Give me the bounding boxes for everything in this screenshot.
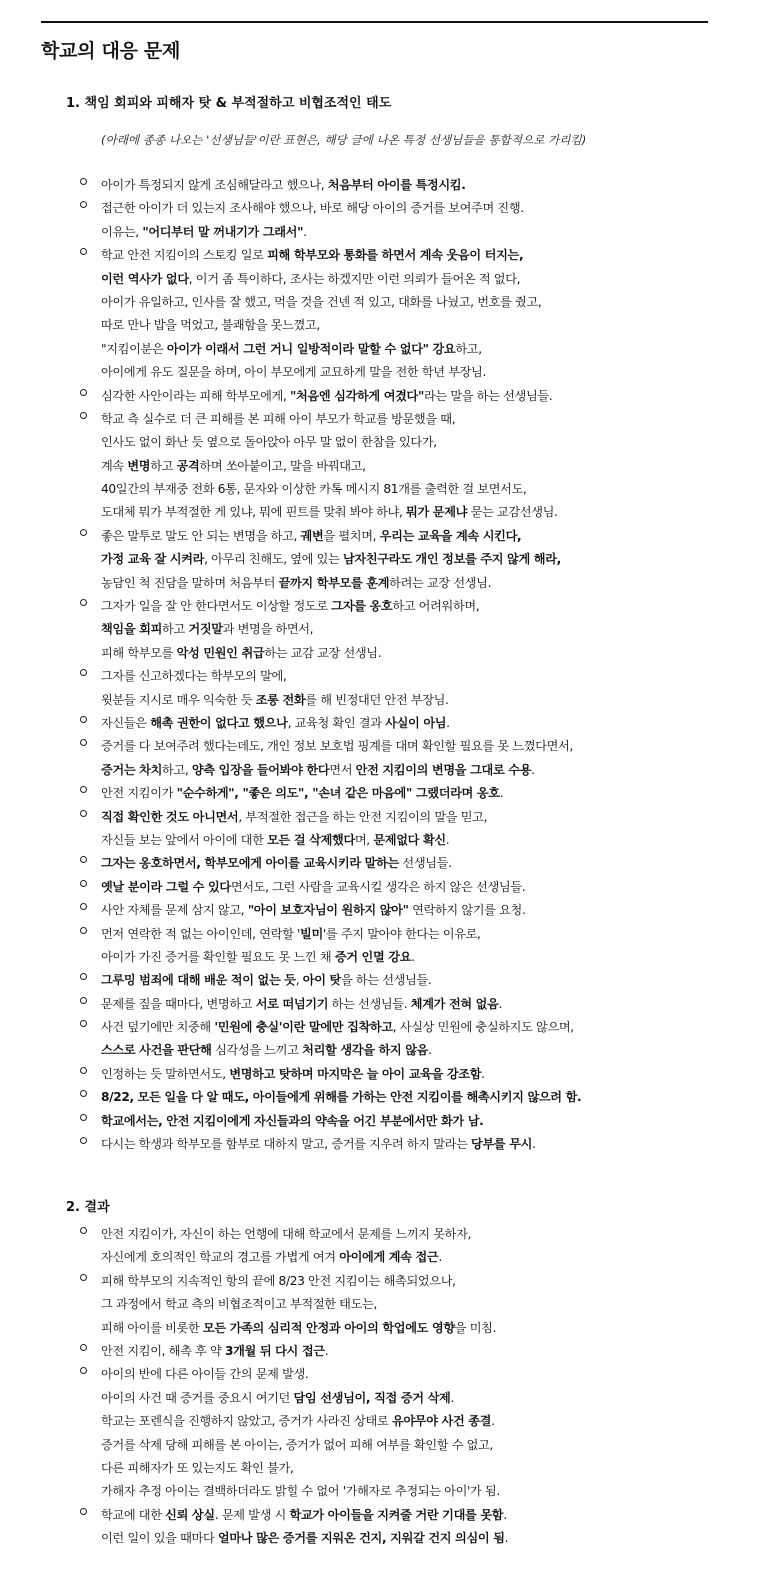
emphasis-text: 얼마나 많은 증거를 지워온 건지, 지워갈 건지 의심이 됨 xyxy=(217,1531,505,1546)
body-text: 사안 자체를 문제 삼지 않고, xyxy=(101,903,248,918)
bullet-icon xyxy=(80,201,87,208)
emphasis-text: 서로 떠넘기기 xyxy=(255,996,329,1011)
body-text: 아이에게 유도 질문을 하며, 아이 부모에게 교묘하게 말을 전한 학년 부장님. xyxy=(101,365,486,380)
emphasis-text: 궤변 xyxy=(300,528,324,543)
text-line xyxy=(101,1527,757,1550)
text-line xyxy=(101,197,757,220)
bullet-icon xyxy=(80,1090,87,1097)
list-item xyxy=(0,385,757,408)
emphasis-text: 변명하고 탓하며 마지막은 늘 아이 교육을 강조함 xyxy=(229,1066,482,1081)
body-text: , 아무리 친해도, 옆에 있는 xyxy=(204,552,343,567)
body-text: 다른 피해자가 또 있는지도 확인 불가, xyxy=(101,1460,294,1475)
text-line xyxy=(101,244,757,267)
bullet-icon xyxy=(80,529,87,536)
text-line xyxy=(101,291,757,314)
bullet-icon xyxy=(80,997,87,1004)
text-line xyxy=(101,1480,757,1503)
text-line xyxy=(101,782,757,805)
body-text: 선생님들. xyxy=(398,856,452,871)
emphasis-text: 끝까지 학부모를 훈계 xyxy=(278,575,390,590)
emphasis-text: "어디부터 말 꺼내기가 그래서" xyxy=(142,224,304,239)
text-line xyxy=(101,712,757,735)
body-text: 인사도 없이 화난 듯 옆으로 돌아앉아 아무 말 없이 한참을 있다가, xyxy=(101,435,437,450)
bullet-icon xyxy=(80,248,87,255)
list-item xyxy=(0,712,757,735)
emphasis-text: 증거 인멸 강요 xyxy=(334,949,412,964)
body-text: 아이가 가진 증거를 확인할 필요도 못 느낀 채 xyxy=(101,949,335,964)
bullet-icon xyxy=(80,880,87,887)
emphasis-text: 우리는 교육을 계속 시킨다, xyxy=(379,528,522,543)
text-line xyxy=(101,1410,757,1433)
text-line xyxy=(101,431,757,454)
body-text: 를 해 빈정대던 안전 부장님. xyxy=(305,692,449,707)
text-line xyxy=(101,1063,757,1086)
emphasis-text: 신뢰 상실 xyxy=(165,1507,215,1522)
emphasis-text: 빌미 xyxy=(300,926,323,941)
emphasis-text: 조롱 전화 xyxy=(255,692,306,707)
body-text: 윗분들 지시로 매우 익숙한 듯 xyxy=(101,692,256,707)
text-line xyxy=(101,338,757,361)
emphasis-text: 증거는 차치 xyxy=(101,762,163,777)
bullet-icon xyxy=(80,178,87,185)
bullet-icon xyxy=(80,856,87,863)
body-text: 하려는 교장 선생님. xyxy=(389,575,492,590)
list-item xyxy=(0,923,757,970)
body-text: 먼저 연락한 적 없는 아이인데, 연락할 ' xyxy=(101,926,301,941)
list-item xyxy=(0,174,757,197)
list-item xyxy=(0,1363,757,1503)
text-line xyxy=(101,525,757,548)
bullet-icon xyxy=(80,1508,87,1515)
body-text: . xyxy=(531,762,535,777)
text-line xyxy=(101,899,757,922)
list-item xyxy=(0,665,757,712)
emphasis-text: 공격 xyxy=(176,458,200,473)
emphasis-text: 아이에게 계속 접근 xyxy=(339,1250,439,1265)
text-line xyxy=(101,1317,757,1340)
emphasis-text: 사실이 아님 xyxy=(385,715,447,730)
emphasis-text: 그자를 옹호 xyxy=(331,599,393,614)
bullet-icon xyxy=(80,1114,87,1121)
body-text: 과 변명을 하면서, xyxy=(222,622,314,637)
body-text: 증거를 다 보여주려 했다는데도, 개인 정보 보호법 핑계를 대며 확인할 필요를 못 느꼈다면서, xyxy=(101,739,573,754)
text-line xyxy=(101,1223,757,1246)
body-text: 피해 아이를 비롯한 xyxy=(101,1320,203,1335)
emphasis-text: 3개월 뒤 다시 접근 xyxy=(224,1343,325,1358)
list-item xyxy=(0,1086,757,1109)
list-item xyxy=(0,408,757,525)
body-text: 아이가 특정되지 않게 조심해달라고 했으나, xyxy=(101,178,328,192)
text-line xyxy=(101,618,757,641)
body-text: 피해 학부모를 xyxy=(101,645,177,660)
emphasis-text: 뭐가 문제냐 xyxy=(406,505,468,520)
list-item xyxy=(0,969,757,992)
emphasis-text: 변명 xyxy=(127,458,151,473)
emphasis-text: 당부를 무시 xyxy=(471,1137,533,1152)
list-item xyxy=(0,782,757,805)
text-line xyxy=(101,408,757,431)
body-text: , xyxy=(295,973,303,988)
body-text: 을 펼치며, xyxy=(323,528,380,543)
body-text: 도대체 뭐가 부적절한 게 있냐, 뭐에 핀트를 맞춰 봐야 하냐, xyxy=(101,505,407,520)
bullet-icon xyxy=(80,389,87,396)
emphasis-text: 악성 민원인 취급 xyxy=(176,645,265,660)
body-text: 농담인 척 진담을 말하며 처음부터 xyxy=(101,575,279,590)
body-text: 가해자 추정 아이는 결백하더라도 밝힐 수 없어 '가해자로 추정되는 아이'가 됨. xyxy=(101,1484,500,1499)
bullet-icon xyxy=(80,1344,87,1351)
list-item xyxy=(0,525,757,595)
body-text: 아이의 반에 다른 아이들 간의 문제 발생. xyxy=(101,1367,309,1382)
text-line xyxy=(101,759,757,782)
emphasis-text: 아이가 이래서 그런 거니 일방적이라 말할 수 없다" 강요 xyxy=(166,341,456,356)
top-rule xyxy=(41,21,708,23)
bullet-icon xyxy=(80,739,87,746)
body-text: 심각성을 느끼고 xyxy=(211,1043,303,1058)
bullet-icon xyxy=(80,1020,87,1027)
list-item xyxy=(0,876,757,899)
emphasis-text: "처음엔 심각하게 여겼다" xyxy=(289,388,424,403)
body-text: 심각한 사안이라는 피해 학부모에게, xyxy=(101,388,290,403)
text-line xyxy=(101,1387,757,1410)
body-text: '를 주지 말아야 한다는 이유로, xyxy=(322,926,481,941)
text-line xyxy=(101,361,757,384)
bullet-icon xyxy=(80,786,87,793)
body-text: . xyxy=(324,1343,329,1358)
list-item xyxy=(0,1063,757,1086)
body-text: 좋은 말투로 말도 안 되는 변명을 하고, xyxy=(101,528,301,543)
body-text: . xyxy=(438,1250,442,1265)
emphasis-text: 그자는 옹호하면서, 학부모에게 아이를 교육시키라 말하는 xyxy=(101,856,399,871)
body-text: 학교에 대한 xyxy=(101,1507,166,1522)
list-item xyxy=(0,993,757,1016)
list-item xyxy=(0,595,757,665)
text-line xyxy=(101,1246,757,1269)
list-item xyxy=(0,197,757,244)
list-item xyxy=(0,1223,757,1270)
text-line xyxy=(101,1270,757,1293)
body-text: , 교육청 확인 결과 xyxy=(287,715,386,730)
emphasis-text: 옛날 분이라 그럴 수 있다 xyxy=(101,879,231,894)
body-text: . xyxy=(499,786,504,801)
body-text: 을 하는 선생님들. xyxy=(340,973,432,988)
text-line xyxy=(101,1016,757,1039)
body-text: 인정하는 듯 말하면서도, xyxy=(101,1066,230,1081)
body-text: 이유는, xyxy=(101,224,143,239)
emphasis-text: 학교가 아이들을 지켜줄 거란 기대를 못함 xyxy=(289,1507,504,1522)
body-text: 하고, xyxy=(455,341,482,356)
emphasis-text: 문제없다 확신 xyxy=(373,832,446,847)
text-line xyxy=(101,1039,757,1062)
section-2-list xyxy=(0,1223,757,1550)
text-line xyxy=(101,852,757,875)
list-item xyxy=(0,244,757,384)
emphasis-text: 피해 학부모와 통화를 하면서 계속 웃음이 터지는, xyxy=(267,248,524,263)
text-line xyxy=(101,385,757,408)
body-text: . xyxy=(504,1531,509,1546)
bullet-icon xyxy=(80,927,87,934)
bullet-icon xyxy=(80,973,87,980)
section-1-list xyxy=(0,174,757,1156)
text-line xyxy=(101,548,757,571)
emphasis-text: 책임을 회피 xyxy=(101,622,163,637)
text-line xyxy=(101,665,757,688)
body-text: . 문제 발생 시 xyxy=(214,1507,290,1522)
body-text: 다시는 학생과 학부모를 함부로 대하지 말고, 증거를 지우려 하지 말라는 xyxy=(101,1137,472,1152)
text-line xyxy=(101,946,757,969)
text-line xyxy=(101,1340,757,1363)
text-line xyxy=(101,478,757,501)
text-line xyxy=(101,969,757,992)
body-text: 연락하지 않기를 요청. xyxy=(408,903,526,918)
bullet-icon xyxy=(80,599,87,606)
emphasis-text: '민원에 충실'이란 말에만 집착하고 xyxy=(214,1020,393,1035)
body-text: 그자를 신고하겠다는 학부모의 말에, xyxy=(101,669,287,684)
body-text: 자신들 보는 앞에서 아이에 대한 xyxy=(101,832,268,847)
text-line xyxy=(101,268,757,291)
body-text: 자신에게 호의적인 학교의 경고를 가볍게 여겨 xyxy=(101,1250,340,1265)
body-text: . xyxy=(428,1043,432,1058)
body-text: 그자가 일을 잘 안 한다면서도 이상할 정도로 xyxy=(101,599,332,614)
body-text: 하고 xyxy=(150,458,177,473)
body-text: 하고, xyxy=(162,762,192,777)
emphasis-text: 처리할 생각을 하지 않음 xyxy=(302,1043,429,1058)
bullet-icon xyxy=(80,1367,87,1374)
emphasis-text: 남자친구라도 개인 정보를 주지 않게 해라, xyxy=(342,552,561,567)
bullet-icon xyxy=(80,412,87,419)
emphasis-text: 유야무야 사건 종결 xyxy=(391,1414,492,1429)
body-text: 학교는 포렌식을 진행하지 않았고, 증거가 사라진 상태로 xyxy=(101,1414,392,1429)
text-line xyxy=(101,1086,757,1109)
section-1-heading: 1. 책임 회피와 피해자 탓 & 부적절하고 비협조적인 태도 xyxy=(66,96,392,111)
text-line xyxy=(101,1363,757,1386)
text-line xyxy=(101,642,757,665)
emphasis-text: 체계가 전혀 없음 xyxy=(410,996,499,1011)
emphasis-text: 안전 지킴이의 변명을 그대로 수용 xyxy=(355,762,532,777)
text-line xyxy=(101,689,757,712)
body-text: . xyxy=(411,949,415,964)
body-text: 하며 쏘아붙이고, 말을 바꿔대고, xyxy=(199,458,366,473)
emphasis-text: 직접 확인한 것도 아니면서 xyxy=(101,809,239,824)
body-text: 묻는 교감선생님. xyxy=(467,505,558,520)
list-item xyxy=(0,1016,757,1063)
body-text: . xyxy=(446,715,450,730)
bullet-icon xyxy=(80,903,87,910)
text-line xyxy=(101,876,757,899)
bullet-icon xyxy=(80,716,87,723)
text-line xyxy=(101,174,757,197)
bullet-icon xyxy=(80,1227,87,1234)
emphasis-text: 아이 탓 xyxy=(302,973,341,988)
list-item xyxy=(0,1270,757,1340)
text-line xyxy=(101,923,757,946)
text-line xyxy=(101,221,757,244)
list-item xyxy=(0,1504,757,1551)
section-1-note: (아래에 종종 나오는 '선생님들'이란 표현은, 해당 글에 나온 특정 선생님들을 통합적으로 가리킴) xyxy=(101,133,587,147)
emphasis-text: 8/22, 모든 일을 다 알 때도, 아이들에게 위해를 가하는 안전 지킴이를 해촉시키지 않으려 함. xyxy=(101,1090,582,1105)
text-line xyxy=(101,1457,757,1480)
emphasis-text: 해촉 권한이 없다고 했으나 xyxy=(150,715,288,730)
body-text: 계속 xyxy=(101,458,128,473)
body-text: . xyxy=(481,1066,485,1081)
body-text: 문제를 짚을 때마다, 변명하고 xyxy=(101,996,256,1011)
body-text: , 이거 좀 특이하다, 조사는 하겠지만 이런 의뢰가 들어온 적 없다, xyxy=(188,271,521,286)
list-item xyxy=(0,1340,757,1363)
body-text: 학교 안전 지킴이의 스토킹 일로 xyxy=(101,248,268,263)
list-item xyxy=(0,735,757,782)
body-text: 따로 만나 밥을 먹었고, 불쾌함을 못느꼈고, xyxy=(101,318,320,333)
text-line xyxy=(101,1434,757,1457)
emphasis-text: 스스로 사건을 판단해 xyxy=(101,1043,212,1058)
bullet-icon xyxy=(80,1067,87,1074)
body-text: 증거를 삭제 당해 피해를 본 아이는, 증거가 없어 피해 여부를 확인할 수 없고, xyxy=(101,1437,494,1452)
body-text: 아이의 사건 때 증거를 중요시 여기던 xyxy=(101,1390,294,1405)
list-item xyxy=(0,1110,757,1133)
body-text: . xyxy=(491,1414,495,1429)
body-text: 하고 xyxy=(162,622,189,637)
body-text: . xyxy=(445,832,450,847)
text-line xyxy=(101,572,757,595)
section-2-heading: 2. 결과 xyxy=(66,1200,110,1215)
body-text: 피해 학부모의 지속적인 항의 끝에 8/23 안전 지킴이는 해촉되었으나, xyxy=(101,1273,456,1288)
bullet-icon xyxy=(80,1274,87,1281)
body-text: , 사실상 민원에 충실하지도 않으며, xyxy=(392,1020,574,1035)
body-text: 접근한 아이가 더 있는지 조사해야 했으나, 바로 해당 아이의 증거를 보여주며 진행. xyxy=(101,201,524,216)
text-line xyxy=(101,829,757,852)
body-text: 그 과정에서 학교 측의 비협조적이고 부적절한 태도는, xyxy=(101,1297,377,1312)
body-text: . xyxy=(450,1390,454,1405)
page-title: 학교의 대응 문제 xyxy=(41,40,181,62)
text-line xyxy=(101,735,757,758)
list-item xyxy=(0,1133,757,1156)
emphasis-text: 학교에서는, 안전 지킴이에게 자신들과의 약속을 어긴 부분에서만 화가 남. xyxy=(101,1113,484,1128)
list-item xyxy=(0,852,757,875)
emphasis-text: 처음부터 아이를 특정시킴. xyxy=(327,178,466,192)
text-line xyxy=(101,455,757,478)
emphasis-text: 담임 선생님이, 직접 증거 삭제 xyxy=(293,1390,451,1405)
emphasis-text: "순수하게", "좋은 의도", "손녀 같은 마음에" 그랬더라며 옹호 xyxy=(176,786,500,801)
text-line xyxy=(101,1110,757,1133)
emphasis-text: 양측 입장을 들어봐야 한다 xyxy=(191,762,330,777)
emphasis-text: 그루밍 범죄에 대해 배운 적이 없는 듯 xyxy=(101,973,296,988)
body-text: 학교 측 실수로 더 큰 피해를 본 피해 아이 부모가 학교를 방문했을 때, xyxy=(101,411,456,426)
body-text: 사건 덮기에만 치중해 xyxy=(101,1020,215,1035)
body-text: . xyxy=(532,1137,536,1152)
body-text: "지킴이분은 xyxy=(101,341,167,356)
text-line xyxy=(101,806,757,829)
text-line xyxy=(101,1504,757,1527)
text-line xyxy=(101,595,757,618)
emphasis-text: 가정 교육 잘 시켜라 xyxy=(101,552,205,567)
text-line xyxy=(101,501,757,524)
body-text: 을 미침. xyxy=(454,1320,497,1335)
emphasis-text: 모든 걸 삭제했다 xyxy=(267,832,355,847)
body-text: 면서 xyxy=(329,762,356,777)
emphasis-text: "아이 보호자님이 원하지 않아" xyxy=(247,903,409,918)
body-text: 이런 일이 있을 때마다 xyxy=(101,1531,218,1546)
emphasis-text: 거짓말 xyxy=(188,622,223,637)
body-text: . xyxy=(503,1507,507,1522)
text-line xyxy=(101,1293,757,1316)
body-text: 며, xyxy=(354,832,374,847)
body-text: 안전 지킴이가 xyxy=(101,786,177,801)
body-text: 하는 교감 교장 선생님. xyxy=(264,645,382,660)
text-line xyxy=(101,1133,757,1156)
bullet-icon xyxy=(80,1137,87,1144)
body-text: , 부적절한 접근을 하는 안전 지킴이의 말을 믿고, xyxy=(238,809,488,824)
text-line xyxy=(101,314,757,337)
body-text: 안전 지킴이, 해촉 후 약 xyxy=(101,1343,225,1358)
text-line xyxy=(101,993,757,1016)
body-text: 면서도, 그런 사람을 교육시킬 생각은 하지 않은 선생님들. xyxy=(230,879,526,894)
body-text: . xyxy=(498,996,503,1011)
body-text: 하는 선생님들. xyxy=(328,996,411,1011)
list-item xyxy=(0,806,757,853)
body-text: 하고 어려워하며, xyxy=(392,599,480,614)
body-text: 아이가 유일하고, 인사를 잘 했고, 먹을 것을 건넨 적 있고, 대화를 나눴고, 번호를 줬고, xyxy=(101,294,542,309)
bullet-icon xyxy=(80,810,87,817)
body-text: . xyxy=(303,224,307,239)
body-text: 자신들은 xyxy=(101,715,151,730)
body-text: 안전 지킴이가, 자신이 하는 언행에 대해 학교에서 문제를 느끼지 못하자, xyxy=(101,1227,472,1241)
bullet-icon xyxy=(80,669,87,676)
body-text: 40일간의 부재중 전화 6통, 문자와 이상한 카톡 메시지 81개를 출력한 걸 보면서도, xyxy=(101,482,527,497)
list-item xyxy=(0,899,757,922)
emphasis-text: 이런 역사가 없다 xyxy=(101,271,189,286)
body-text: 라는 말을 하는 선생님들. xyxy=(424,388,553,403)
emphasis-text: 모든 가족의 심리적 안정과 아이의 학업에도 영향 xyxy=(202,1320,455,1335)
